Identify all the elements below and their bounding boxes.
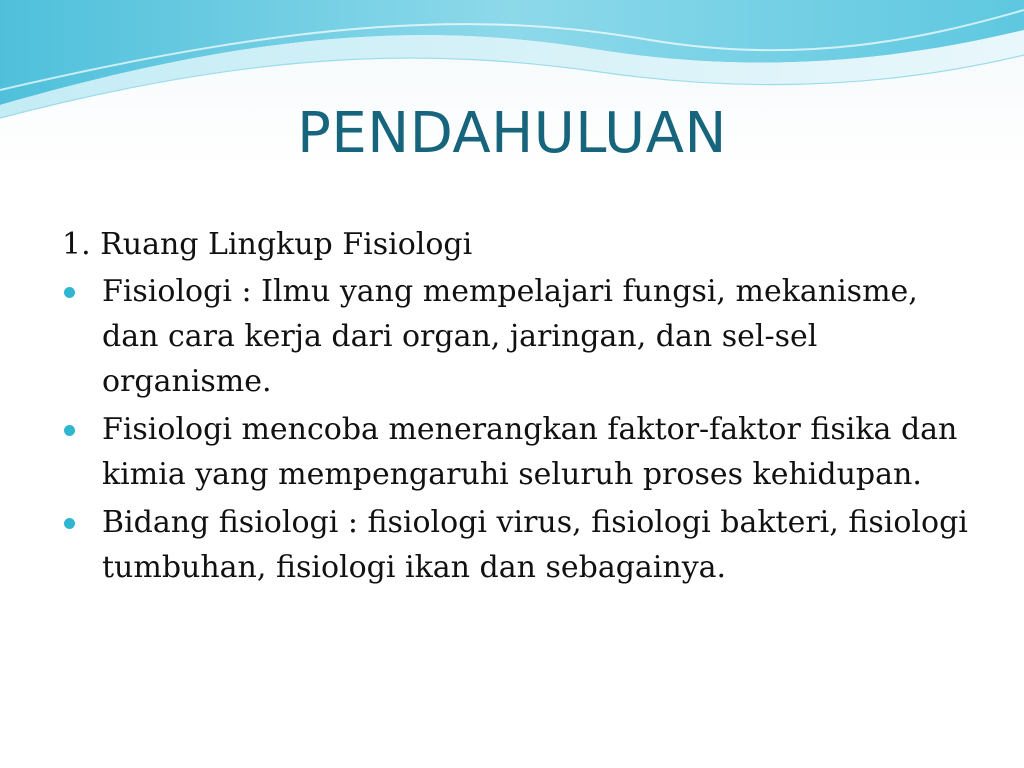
bullet-dot-icon [64, 518, 75, 529]
bullet-item [60, 269, 980, 404]
slide-title: PENDAHULUAN [297, 101, 727, 166]
bullet-text: Fisiologi : Ilmu yang mempelajari fungsi, mekanisme, dan cara kerja dari organ, jaringan, dan sel-sel organisme. [102, 274, 918, 399]
bullet-list [60, 269, 980, 590]
bullet-dot-icon [64, 287, 75, 298]
bullet-item [60, 407, 980, 497]
bullet-item [60, 500, 980, 590]
bullet-dot-icon [64, 425, 75, 436]
bullet-text: Bidang fisiologi : fisiologi virus, fisiologi bakteri, fisiologi tumbuhan, fisiologi ikan dan sebagainya. [102, 505, 968, 585]
slide-body [60, 222, 980, 593]
section-subheading: 1. Ruang Lingkup Fisiologi [62, 227, 473, 262]
bullet-text: Fisiologi mencoba menerangkan faktor-faktor fisika dan kimia yang mempengaruhi seluruh proses kehidupan. [102, 412, 958, 492]
